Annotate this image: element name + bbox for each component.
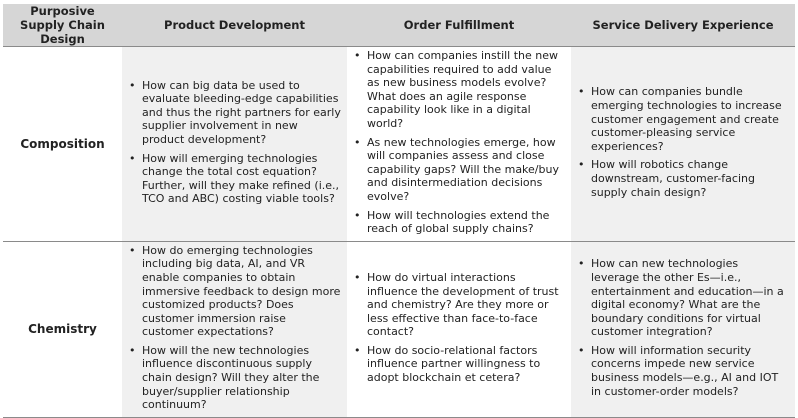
list-item <box>122 152 341 206</box>
bullet-text: How do virtual interactions influence the development of trust and chemistry? Are they more or less effective than face-to-face contact? <box>367 270 559 339</box>
bullet-icon: • <box>354 270 361 284</box>
header-order-fulfillment: Order Fulfillment <box>347 4 571 47</box>
supply-chain-design-table <box>3 4 795 418</box>
list-item <box>347 49 565 131</box>
bullet-icon: • <box>578 85 585 99</box>
cell-chemistry-service-delivery <box>571 241 795 417</box>
cell-chemistry-order-fulfillment <box>347 241 571 417</box>
bullet-text: How can companies instill the new capabilities required to add value as new business models evolve? What does an agile response capability look like in a digital world? <box>367 49 559 130</box>
header-row <box>3 4 795 47</box>
list-item <box>347 136 565 204</box>
bullet-icon: • <box>578 158 585 172</box>
list-item <box>122 344 341 412</box>
bullet-text: How will information security concerns impede new service business models—e.g., AI and IOT in customer-order models? <box>591 343 779 398</box>
bullet-icon: • <box>129 78 136 92</box>
cell-composition-product-development <box>122 47 347 242</box>
cell-composition-order-fulfillment <box>347 47 571 242</box>
bullet-icon: • <box>354 49 361 62</box>
bullet-list <box>347 49 565 236</box>
list-item <box>347 209 565 236</box>
bullet-text: How can companies bundle emerging technologies to increase customer engagement and create customer-pleasing service experiences? <box>591 85 782 153</box>
list-item <box>571 344 789 398</box>
bullet-text: How do socio-relational factors influence partner willingness to adopt blockchain et cetera? <box>367 343 541 385</box>
cell-composition-service-delivery <box>571 47 795 242</box>
cell-chemistry-product-development <box>122 241 347 417</box>
bullet-list <box>122 79 341 206</box>
list-item <box>122 244 341 339</box>
bullet-icon: • <box>354 208 361 222</box>
bullet-text: How do emerging technologies including big data, AI, and VR enable companies to obtain immersive feedback to design more customized products? Does customer immersion raise customer expectations? <box>142 243 341 339</box>
row-chemistry <box>3 241 795 417</box>
bullet-text: As new technologies emerge, how will companies assess and close capability gaps? Will the make/buy and disintermediation decisions evolve? <box>367 135 559 203</box>
list-item <box>571 158 789 199</box>
list-item <box>571 257 789 339</box>
header-product-development: Product Development <box>122 4 347 47</box>
bullet-list <box>571 85 789 199</box>
list-item <box>571 85 789 153</box>
bullet-text: How can new technologies leverage the other Es—i.e., entertainment and education—in a digital economy? What are the boundary conditions for virtual customer integration? <box>591 257 784 339</box>
list-item <box>122 79 341 147</box>
row-label-chemistry: Chemistry <box>3 241 122 417</box>
bullet-icon: • <box>354 343 361 357</box>
bullet-text: How can big data be used to evaluate bleeding-edge capabilities and thus the right partners for early supplier involvement in new product development? <box>142 78 341 147</box>
row-composition <box>3 47 795 242</box>
list-item <box>347 271 565 339</box>
bullet-icon: • <box>578 257 585 271</box>
header-purposive-supply-chain-design: Purposive Supply Chain Design <box>3 4 122 47</box>
bullet-text: How will the new technologies influence discontinuous supply chain design? Will they alter the buyer/supplier relationship continuum? <box>142 343 320 412</box>
bullet-icon: • <box>129 343 136 357</box>
bullet-icon: • <box>129 151 136 165</box>
bullet-text: How will emerging technologies change the total cost equation? Further, will they make refined (i.e., TCO and ABC) costing viable tools? <box>142 151 340 206</box>
bullet-icon: • <box>354 135 361 149</box>
bullet-icon: • <box>578 343 585 357</box>
list-item <box>347 344 565 385</box>
row-label-composition: Composition <box>3 47 122 242</box>
header-service-delivery-experience: Service Delivery Experience <box>571 4 795 47</box>
bullet-list <box>571 257 789 398</box>
bullet-list <box>122 244 341 412</box>
bullet-list <box>347 271 565 385</box>
bullet-text: How will robotics change downstream, customer-facing supply chain design? <box>591 158 755 199</box>
bullet-icon: • <box>129 243 136 257</box>
bullet-text: How will technologies extend the reach of global supply chains? <box>367 208 550 236</box>
